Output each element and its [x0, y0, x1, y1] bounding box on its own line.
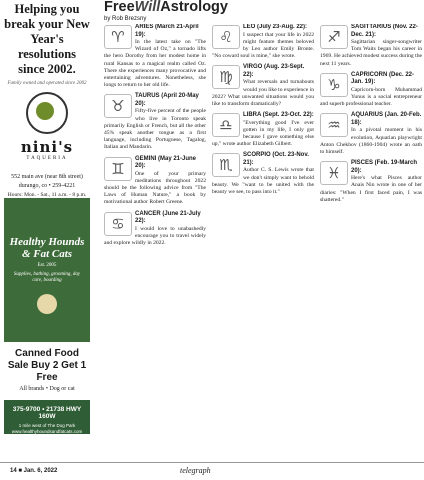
horoscope-entry	[212, 152, 314, 196]
ad-services: Supplies, bathing, grooming, day care, boarding	[13, 272, 81, 283]
sign-text: Here's what Pisces author Anais Nin wrote in one of her diaries: "When I first faced pain, I was shattered."	[320, 175, 422, 203]
footer-divider	[0, 462, 424, 463]
ad-canned-food-sale[interactable]	[4, 344, 90, 394]
horoscope-entry	[104, 24, 206, 89]
horoscope-entry	[320, 112, 422, 156]
sign-heading: LEO (July 23-Aug. 22):	[243, 24, 308, 30]
horoscope-entry	[320, 72, 422, 109]
sign-heading: PISCES (Feb. 19-March 20):	[351, 160, 418, 174]
taurus-icon: ♉	[104, 94, 132, 118]
title-astrology: Astrology	[160, 0, 228, 15]
ad-hours: Hours: Mon. - Sat., 11 a.m. - 8 p.m.	[7, 192, 87, 198]
pisces-icon: ♓	[320, 161, 348, 185]
article-columns	[104, 24, 422, 460]
ad-established: Est. 2005	[37, 263, 57, 268]
sign-text: Sagittarian singer-songwriter Tom Waits began his career in 1969. He achieved modest success during the next 11 years.	[320, 39, 422, 67]
pet-icon	[37, 294, 57, 314]
astrology-article	[94, 0, 424, 462]
ad-address: 552 main ave (near 8th street) durango, co • 259-4221	[11, 174, 83, 189]
capricorn-icon: ♑	[320, 73, 348, 97]
sign-heading: GEMINI (May 21-June 20):	[135, 155, 197, 170]
sign-text: Fifty-five percent of the people who live in Toronto speak primarily English or French, but all the other 45% speak another tongue as a first language, including Portuguese, Tagalog, Italian and Mandarin.	[104, 108, 206, 151]
sign-text: I suspect that your life in 2022 might feature themes beloved by Leo author Emily Bronte. "No coward soul is mine," she wrote.	[212, 31, 314, 60]
aries-icon: ♈	[104, 25, 132, 49]
sign-text: "Everything good I've ever gotten in my life, I only got because I gave something else up," wrote author Elizabeth Gilbert.	[212, 119, 314, 148]
ad-contact-bar[interactable]	[4, 400, 90, 434]
column-1	[104, 24, 206, 460]
sign-heading: VIRGO (Aug. 23-Sept. 22):	[243, 64, 305, 78]
sign-text: Author C. S. Lewis wrote that we don't simply want to behold beauty. We "want to be united with the beauty we see, to pass into it."	[212, 167, 314, 196]
virgo-icon: ♍	[212, 65, 240, 89]
horoscope-entry	[320, 160, 422, 204]
cancer-icon: ♋	[104, 212, 132, 236]
sign-text: I would love to unabashedly encourage you to travel widely and explore wildly in 2022.	[104, 225, 206, 247]
ad-phone: 375-9700 • 21738 HWY 160W	[12, 406, 82, 420]
sign-text: What reversals and turnabouts would you like to experience in 2022? What unwanted situations would you like to transform dramatically?	[212, 79, 314, 107]
ad-ninis-taqueria[interactable]	[4, 78, 90, 198]
title-free: Free	[104, 0, 135, 15]
ad-healthy-hounds[interactable]	[4, 198, 90, 342]
ad-store-name: Healthy Hounds & Fat Cats	[9, 236, 85, 260]
horoscope-entry	[104, 211, 206, 248]
sign-heading: SAGITTARIUS (Nov. 22-Dec. 21):	[351, 24, 418, 38]
article-title	[104, 0, 228, 15]
sign-heading: LIBRA (Sept. 23-Oct. 22):	[243, 112, 314, 119]
sign-heading: SCORPIO (Oct. 23-Nov. 21):	[243, 152, 309, 166]
column-3	[320, 24, 422, 460]
scorpio-icon: ♏	[212, 153, 240, 177]
article-byline: by Rob Brezsny	[104, 16, 147, 22]
sign-text: One of your primary meditations throughout 2022 should be the following advice from "The Laws of Human Nature," a book by motivational author Robert Greene.	[104, 170, 206, 206]
horoscope-entry	[104, 93, 206, 151]
publication-name: telegraph	[180, 466, 211, 475]
gemini-icon: ♊	[104, 157, 132, 181]
sale-headline: Canned Food Sale Buy 2 Get 1 Free	[7, 348, 87, 383]
page-footer	[10, 466, 420, 478]
leo-icon: ♌	[212, 25, 240, 49]
ad-subline: Family owned and operated since 2002	[7, 81, 87, 86]
sign-text: In a pivotal moment in his evolution, Aquarian playwright Anton Chekhov (1860-1904) wrote an oath to himself.	[320, 127, 422, 156]
page-number: 14 ■ Jan. 6, 2022	[10, 468, 58, 474]
title-will: Will	[134, 0, 161, 15]
aquarius-icon: ♒	[320, 113, 348, 137]
sign-heading: CAPRICORN (Dec. 22-Jan. 19):	[351, 71, 415, 86]
sign-heading: TAURUS (April 20-May 20):	[135, 93, 199, 107]
sign-text: Capricorn-born Muhammad Yunus is a social entrepreneur and superb professional teacher.	[320, 86, 422, 108]
sale-subline: All brands • Dog or cat	[19, 386, 75, 392]
ad-tag: TAQUERIA	[26, 156, 68, 161]
sign-heading: ARIES (March 21-April 19):	[135, 24, 199, 38]
horoscope-entry	[212, 24, 314, 60]
sign-heading: AQUARIUS (Jan. 20-Feb. 18):	[351, 112, 422, 126]
ad-helping-you[interactable]	[4, 2, 90, 86]
libra-icon: ♎	[212, 113, 240, 137]
ad-sidebar	[0, 0, 94, 468]
horoscope-entry	[212, 64, 314, 108]
horoscope-entry	[104, 156, 206, 207]
ad-brand: nini's	[20, 138, 74, 156]
sign-text: In the latest take on "The Wizard of Oz," a tornado lifts the hero Dorothy from her modest home in rural Kansas to a magical realm called Oz. There she experiences many provocative and entertaining adventures. Nonetheless, she longs to return to her old life.	[104, 39, 206, 89]
sign-heading: CANCER (June 21-July 22):	[135, 210, 201, 225]
horoscope-entry	[212, 112, 314, 148]
sagittarius-icon: ♐	[320, 25, 348, 49]
column-2	[212, 24, 314, 460]
horoscope-entry	[320, 24, 422, 68]
ad-headline: Helping you break your New Year's resolutions since 2002.	[4, 2, 90, 76]
taqueria-logo-icon	[26, 92, 68, 134]
ad-website: 1 mile west of The Dog Park www.healthyhoundsandfatcats.com	[11, 423, 83, 434]
